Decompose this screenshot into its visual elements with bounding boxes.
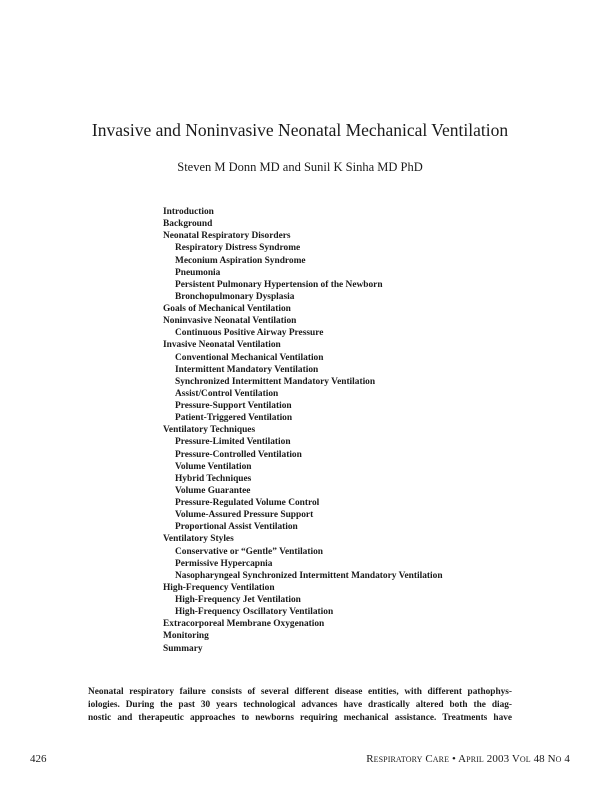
- toc-subitem: Intermittent Mandatory Ventilation: [175, 364, 319, 375]
- toc-subitem: Proportional Assist Ventilation: [175, 522, 298, 533]
- toc-subitem: High-Frequency Oscillatory Ventilation: [175, 607, 334, 618]
- toc-subitem: Pressure-Support Ventilation: [175, 401, 292, 411]
- toc-subitem: Volume Guarantee: [175, 485, 251, 496]
- toc-subitem: Volume Ventilation: [175, 461, 252, 472]
- abstract-line: Neonatal respiratory failure consists of several different disease entities, with different pathophys-: [88, 687, 512, 697]
- toc-subitem: Respiratory Distress Syndrome: [175, 243, 301, 254]
- toc-subitem: Hybrid Techniques: [175, 473, 252, 484]
- toc-subitem: Assist/Control Ventilation: [175, 388, 279, 399]
- toc-subitem: Patient-Triggered Ventilation: [175, 413, 293, 424]
- article-authors: Steven M Donn MD and Sunil K Sinha MD PhD: [177, 160, 423, 174]
- toc-subitem: Nasopharyngeal Synchronized Intermittent Mandatory Ventilation: [175, 570, 443, 581]
- abstract-line: nostic and therapeutic approaches to newborns requiring mechanical assistance. Treatments have: [88, 713, 512, 723]
- toc-subitem: Synchronized Intermittent Mandatory Ventilation: [175, 376, 376, 387]
- toc-item: Goals of Mechanical Ventilation: [163, 304, 291, 314]
- toc-item: Noninvasive Neonatal Ventilation: [163, 316, 297, 327]
- toc-item: Ventilatory Styles: [163, 534, 234, 545]
- journal-citation: Respiratory Care • April 2003 Vol 48 No 4: [366, 753, 570, 765]
- toc-subitem: High-Frequency Jet Ventilation: [175, 595, 301, 605]
- toc-subitem: Conventional Mechanical Ventilation: [175, 352, 324, 363]
- toc-item: Background: [163, 219, 213, 230]
- article-title: Invasive and Noninvasive Neonatal Mechanical Ventilation: [91, 120, 509, 140]
- toc-item: Extracorporeal Membrane Oxygenation: [163, 619, 325, 630]
- toc-subitem: Pressure-Controlled Ventilation: [175, 449, 302, 460]
- toc-subitem: Volume-Assured Pressure Support: [175, 510, 314, 521]
- toc-item: Introduction: [163, 207, 214, 217]
- toc-subitem: Conservative or “Gentle” Ventilation: [175, 546, 323, 557]
- toc-item: Ventilatory Techniques: [163, 425, 256, 436]
- toc-subitem: Persistent Pulmonary Hypertension of the Newborn: [175, 279, 383, 290]
- toc-subitem: Meconium Aspiration Syndrome: [175, 255, 306, 266]
- abstract-line: iologies. During the past 30 years technological advances have drastically altered both the diag-: [88, 700, 512, 710]
- toc-subitem: Pneumonia: [175, 267, 221, 278]
- toc-subitem: Permissive Hypercapnia: [175, 558, 273, 569]
- toc-subitem: Pressure-Regulated Volume Control: [175, 498, 320, 508]
- toc-item: Summary: [163, 643, 203, 654]
- page-number: 426: [30, 753, 47, 765]
- toc-item: Monitoring: [163, 631, 209, 642]
- toc-item: Invasive Neonatal Ventilation: [163, 340, 281, 351]
- table-of-contents: [163, 206, 443, 655]
- toc-item: Neonatal Respiratory Disorders: [163, 231, 291, 242]
- toc-subitem: Pressure-Limited Ventilation: [175, 437, 291, 448]
- abstract-text: [88, 686, 512, 725]
- toc-subitem: Bronchopulmonary Dysplasia: [175, 291, 295, 302]
- toc-item: High-Frequency Ventilation: [163, 582, 275, 593]
- toc-subitem: Continuous Positive Airway Pressure: [175, 328, 324, 339]
